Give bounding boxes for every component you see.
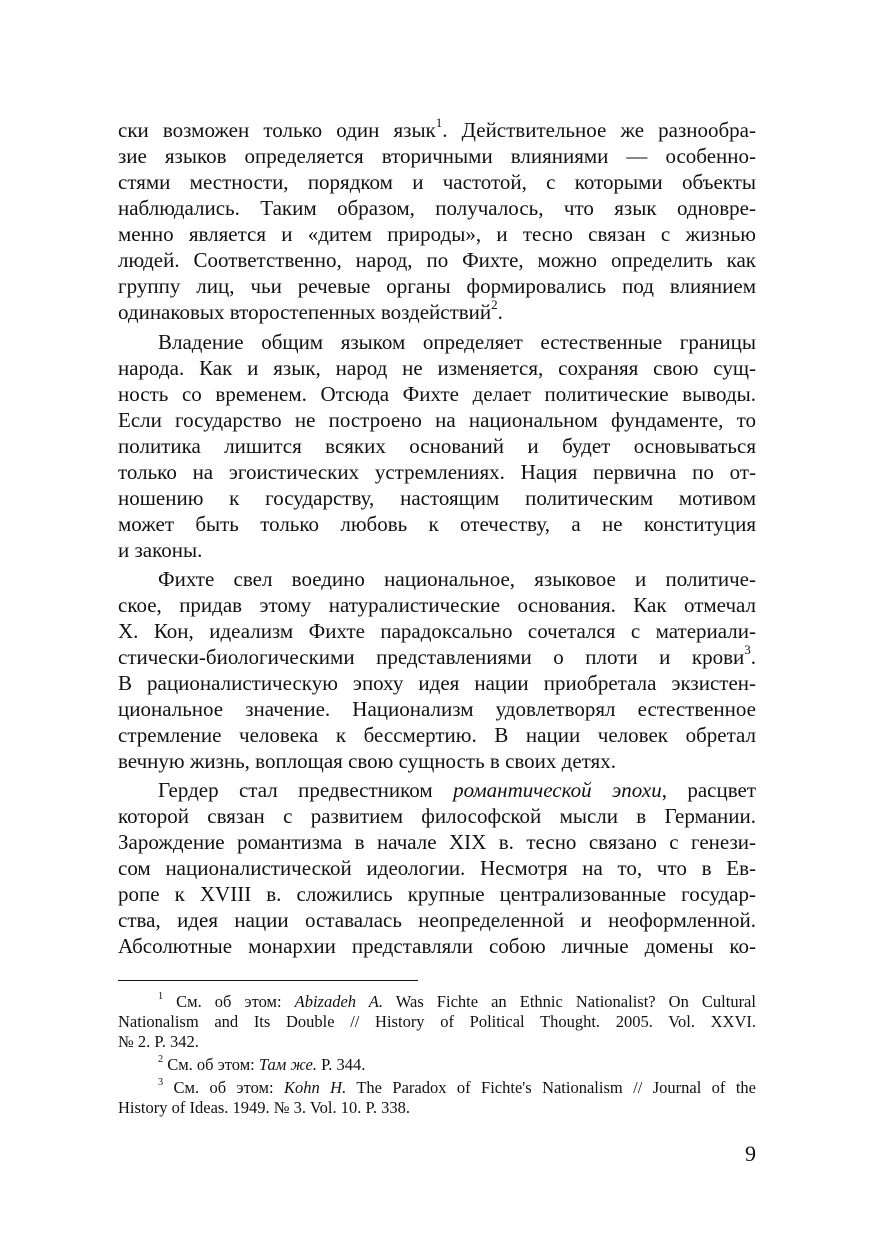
body-line: ность со временем. Отсюда Фихте делает политические выводы.	[118, 382, 756, 406]
body-line: которой связан с развитием философской мысли в Германии.	[118, 804, 756, 828]
body-line: стремление человека к бессмертию. В нации человек обретал	[118, 723, 756, 747]
footnote-line: History of Ideas. 1949. № 3. Vol. 10. P. 338.	[118, 1098, 410, 1117]
body-line: стически-биологическими представлениями о плоти и крови$^3$.	[118, 642, 756, 669]
body-line: ски возможен только один язык$^1$. Действительное же разнообра-	[118, 115, 756, 142]
body-line: Х. Кон, идеализм Фихте парадоксально сочетался с материали-	[118, 619, 756, 643]
body-line: ношению к государству, настоящим политическим мотивом	[118, 486, 756, 510]
body-line: В рационалистическую эпоху идея нации приобретала экзистен-	[118, 671, 756, 695]
body-line: народа. Как и язык, народ не изменяется, сохраняя свою сущ-	[118, 356, 756, 380]
body-line: людей. Соответственно, народ, по Фихте, можно определить как	[118, 248, 756, 272]
body-line: менно является и «дитем природы», и тесно связан с жизнью	[118, 222, 756, 246]
footnote-2: $^2$ См. об этом: Там же. Р. 344.	[158, 1053, 366, 1074]
body-line: Если государство не построено на национальном фундаменте, то	[118, 408, 756, 432]
body-line: стями местности, порядком и частотой, с которыми объекты	[118, 170, 756, 194]
body-line: и законы.	[118, 538, 203, 562]
body-line: наблюдались. Таким образом, получалось, что язык одновре-	[118, 196, 756, 220]
body-line: зие языков определяется вторичными влияниями — особенно-	[118, 144, 756, 168]
paragraph-first-line: Владение общим языком определяет естественные границы	[158, 330, 756, 354]
body-line: циональное значение. Национализм удовлетворял естественное	[118, 697, 756, 721]
body-line: только на эгоистических устремлениях. Нация первична по от-	[118, 460, 756, 484]
body-line: вечную жизнь, воплощая свою сущность в своих детях.	[118, 749, 616, 773]
paragraph-first-line: Фихте свел воедино национальное, языковое и политиче-	[158, 567, 756, 591]
footnote-1: $^1$ См. об этом: Abizadeh A. Was Fichte an Ethnic Nationalist? On Cultural	[158, 990, 756, 1011]
footnote-3: $^3$ См. об этом: Kohn H. The Paradox of Fichte's Nationalism // Journal of the	[158, 1076, 756, 1097]
footnote-separator	[118, 980, 418, 981]
footnote-line: № 2. P. 342.	[118, 1032, 199, 1051]
italic-term: романтической эпохи	[453, 778, 662, 802]
footnote-ref-1[interactable]: 1	[435, 115, 443, 131]
footnote-ref-3[interactable]: 3	[744, 642, 751, 658]
body-line: политика лишится всяких оснований и будет основываться	[118, 434, 756, 458]
body-line: ропе к XVIII в. сложились крупные централизованные государ-	[118, 882, 756, 906]
paragraph-first-line: Гердер стал предвестником романтической эпохи, расцвет	[158, 778, 756, 802]
body-line: сом националистической идеологии. Несмотря на то, что в Ев-	[118, 856, 756, 880]
footnote-line: Nationalism and Its Double // History of Political Thought. 2005. Vol. XXVI.	[118, 1012, 756, 1031]
body-line: может быть только любовь к отечеству, а не конституция	[118, 512, 756, 536]
body-line: Зарождение романтизма в начале XIX в. тесно связано с генези-	[118, 830, 756, 854]
body-line: одинаковых второстепенных воздействий$^2$.	[118, 297, 503, 324]
page-number: 9	[745, 1141, 756, 1166]
body-line: группу лиц, чьи речевые органы формировались под влиянием	[118, 274, 756, 298]
footnote-ref-2[interactable]: 2	[491, 297, 498, 313]
body-line: ства, идея нации оставалась неопределенной и неоформленной.	[118, 908, 756, 932]
body-line: ское, придав этому натуралистические основания. Как отмечал	[118, 593, 756, 617]
body-line: Абсолютные монархии представляли собою личные домены ко-	[118, 934, 756, 958]
